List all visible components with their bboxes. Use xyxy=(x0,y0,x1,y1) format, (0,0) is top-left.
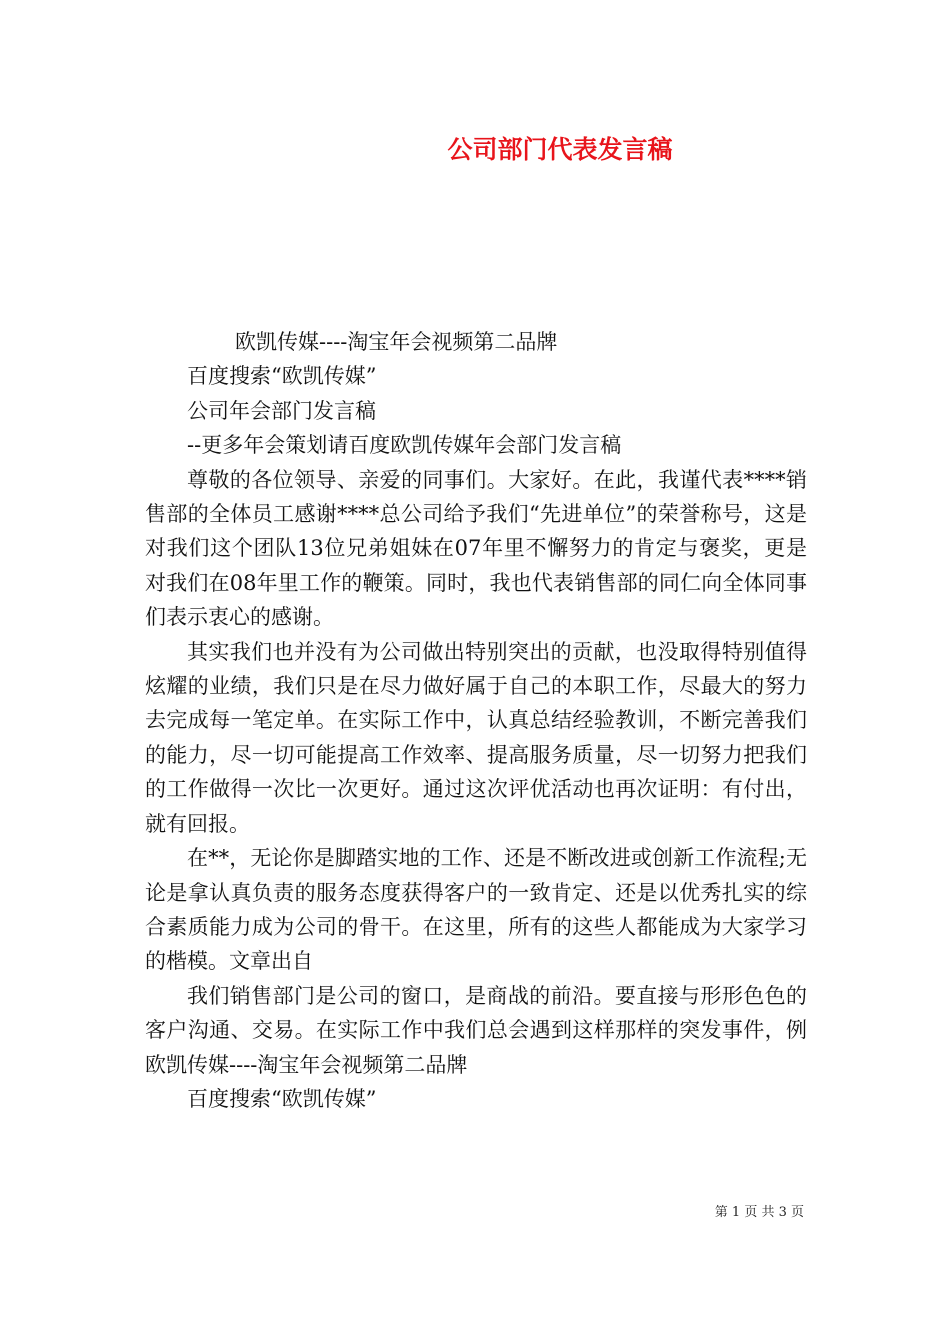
paragraph-search-hint-2: 百度搜索“欧凯传媒” xyxy=(187,1086,377,1111)
paragraph-greeting: 尊敬的各位领导、亲爱的同事们。大家好。在此，我谨代表****销售部的全体员工感谢****总公司给予我们“先进单位”的荣誉称号，这是对我们这个团队13位兄弟姐妹在07年里不懈努力的肯定与褒奖，更是对我们在08年里工作的鞭策。同时，我也代表销售部的同仁向全体同事们表示衷心的感谢。 xyxy=(145,467,807,630)
paragraph-contribution: 其实我们也并没有为公司做出特别突出的贡献，也没取得特别值得炫耀的业绩，我们只是在尽力做好属于自己的本职工作，尽最大的努力去完成每一笔定单。在实际工作中，认真总结经验教训，不断完善我们的能力，尽一切可能提高工作效率、提高服务质量，尽一切努力把我们的工作做得一次比一次更好。通过这次评优活动也再次证明：有付出，就有回报。 xyxy=(145,639,807,836)
paragraph-role-models: 在**，无论你是脚踏实地的工作、还是不断改进或创新工作流程;无论是拿认真负责的服务态度获得客户的一致肯定、还是以优秀扎实的综合素质能力成为公司的骨干。在这里，所有的这些人都能成为大家学习的楷模。文章出自 xyxy=(145,846,807,974)
paragraph-brand-line: 欧凯传媒----淘宝年会视频第二品牌 xyxy=(235,330,558,354)
page-title: 公司部门代表发言稿 xyxy=(447,135,673,164)
paragraph-search-hint: 百度搜索“欧凯传媒” xyxy=(187,364,377,389)
paragraph-subtitle: 公司年会部门发言稿 xyxy=(187,398,376,423)
paragraph-more-info: --更多年会策划请百度欧凯传媒年会部门发言稿 xyxy=(187,433,622,458)
page-footer: 第 1 页 共 3 页 xyxy=(714,1205,804,1220)
paragraph-sales-window: 我们销售部门是公司的窗口，是商战的前沿。要直接与形形色色的客户沟通、交易。在实际工作中我们总会遇到这样那样的突发事件，例欧凯传媒----淘宝年会视频第二品牌 xyxy=(145,983,807,1077)
document-body xyxy=(145,325,807,1116)
